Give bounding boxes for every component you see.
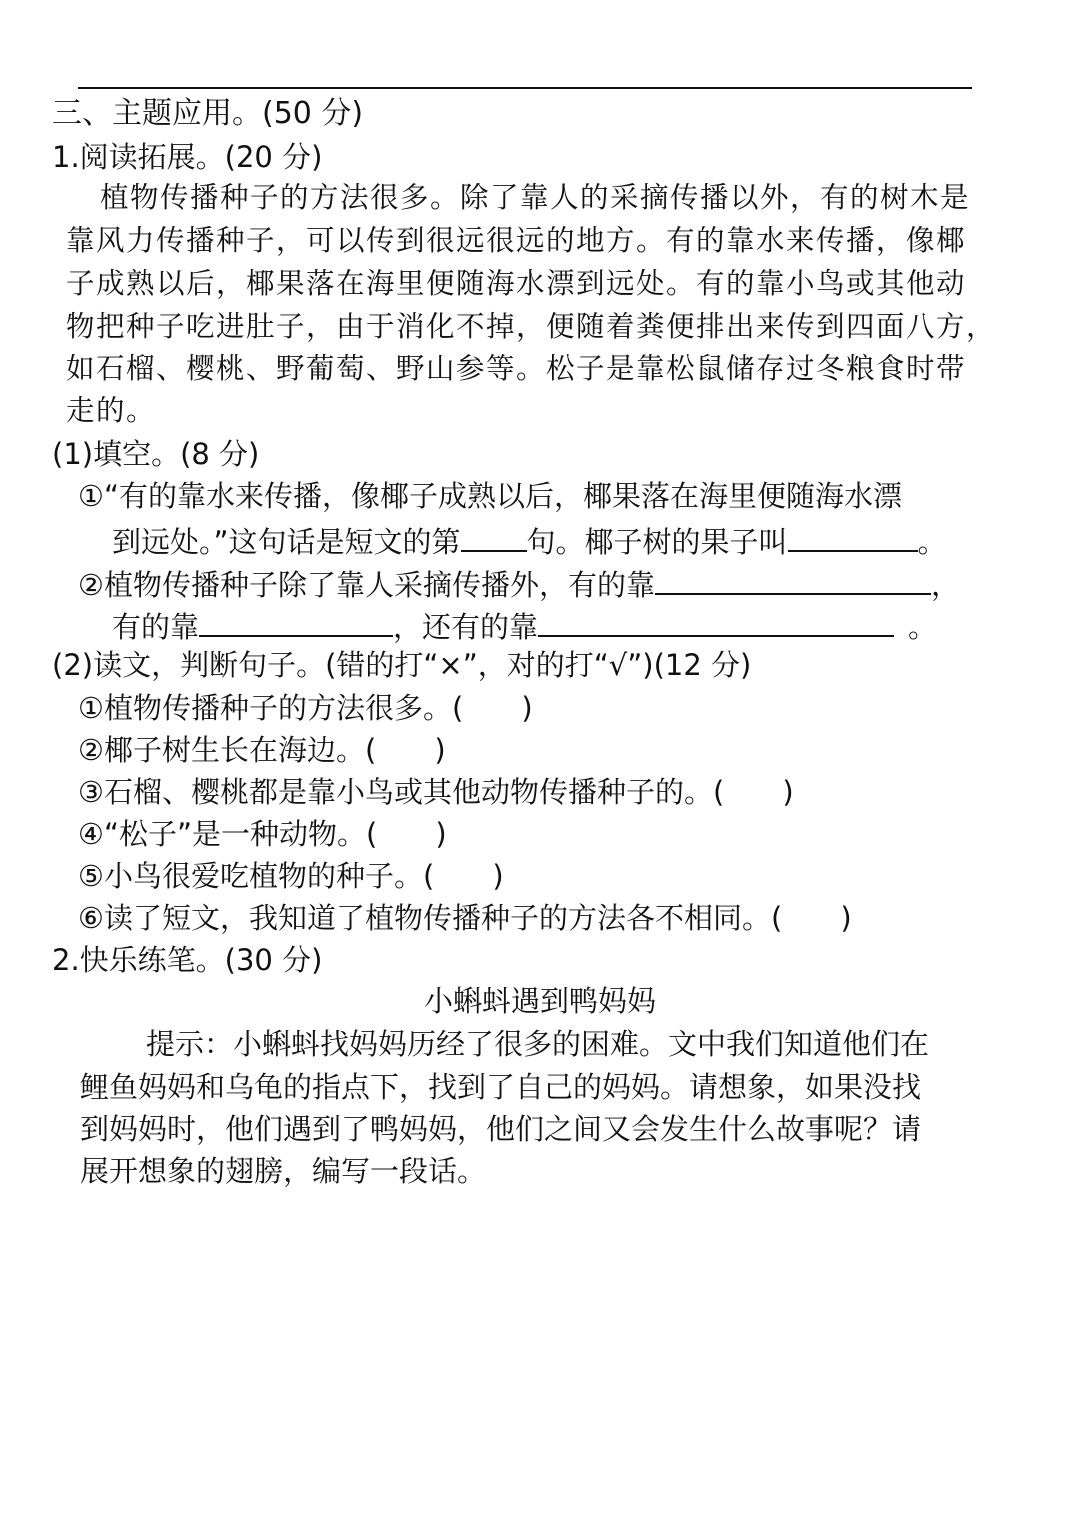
judge-text: ③石榴、樱桃都是靠小鸟或其他动物传播种子的。( [78,775,725,809]
sentence-number-blank[interactable] [461,520,527,552]
fill-text: 。 [908,610,938,644]
passage-line: 植物传播种子的方法很多。除了靠人的采摘传播以外，有的树木是 [100,181,971,214]
close-paren: ) [782,775,794,809]
judge-item [78,900,852,936]
prompt-line: 鲤鱼妈妈和乌龟的指点下，找到了自己的妈妈。请想象，如果没找 [80,1070,922,1104]
section-heading: 三、主题应用。(50 分) [52,96,364,131]
judge-text: ④“松子”是一种动物。( [78,817,378,851]
fill-text: ， [931,568,961,602]
spread-method-blank-2[interactable] [199,605,393,637]
passage-line: 物把种子吃进肚子，由于消化不掉，便随着粪便排出来传到四面八方， [66,310,997,343]
close-paren: ) [521,691,533,725]
close-paren: ) [434,733,446,767]
judge-text: ①植物传播种子的方法很多。( [78,691,464,725]
writing-title: 小蝌蚪遇到鸭妈妈 [423,984,656,1018]
fill-text: ，还有的靠 [393,610,539,644]
q1-heading: 1.阅读拓展。(20 分) [52,140,323,174]
passage-line: 如石榴、樱桃、野葡萄、野山参等。松子是靠松鼠储存过冬粮食时带 [66,352,967,385]
judge-heading: (2)读文，判断句子。(错的打“×”，对的打“√”)(12 分) [52,648,752,682]
fill-item-2-line-1 [78,563,960,603]
fill-text: 有的靠 [112,610,200,644]
fill-item-1-line-1: ①“有的靠水来传播，像椰子成熟以后，椰果落在海里便随海水漂 [78,479,903,513]
fill-text: 。 [917,525,947,559]
spread-method-blank-1[interactable] [655,563,931,595]
q2-heading: 2.快乐练笔。(30 分) [52,943,323,977]
judge-item [78,732,446,768]
close-paren: ) [840,901,852,935]
close-paren: ) [492,859,504,893]
passage-line: 子成熟以后，椰果落在海里便随海水漂到远处。有的靠小鸟或其他动 [66,267,967,300]
fill-item-1-line-2 [112,520,947,560]
top-answer-line [78,87,972,89]
passage-line: 走的。 [66,394,157,427]
judge-text: ⑥读了短文，我知道了植物传播种子的方法各不相同。( [78,901,783,935]
judge-item [78,774,794,810]
fill-text: 到远处。”这句话是短文的第 [112,525,461,559]
prompt-line: 展开想象的翅膀，编写一段话。 [80,1154,487,1188]
judge-text: ②椰子树生长在海边。( [78,733,377,767]
close-paren: ) [435,817,447,851]
fill-text: ②植物传播种子除了靠人采摘传播外，有的靠 [78,568,655,602]
prompt-line: 提示：小蝌蚪找妈妈历经了很多的困难。文中我们知道他们在 [146,1027,930,1061]
fill-item-2-line-2 [112,605,937,645]
judge-item [78,816,447,852]
prompt-line: 到妈妈时，他们遇到了鸭妈妈，他们之间又会发生什么故事呢？请 [80,1112,922,1146]
judge-text: ⑤小鸟很爱吃植物的种子。( [78,859,435,893]
fill-in-heading: (1)填空。(8 分) [52,437,260,471]
judge-item [78,690,533,726]
judge-item [78,858,504,894]
fill-text: 句。椰子树的果子叫 [526,525,788,559]
spread-method-blank-3[interactable] [538,605,894,637]
coconut-fruit-blank[interactable] [788,520,918,552]
passage-line: 靠风力传播种子，可以传到很远很远的地方。有的靠水来传播，像椰 [66,224,967,257]
